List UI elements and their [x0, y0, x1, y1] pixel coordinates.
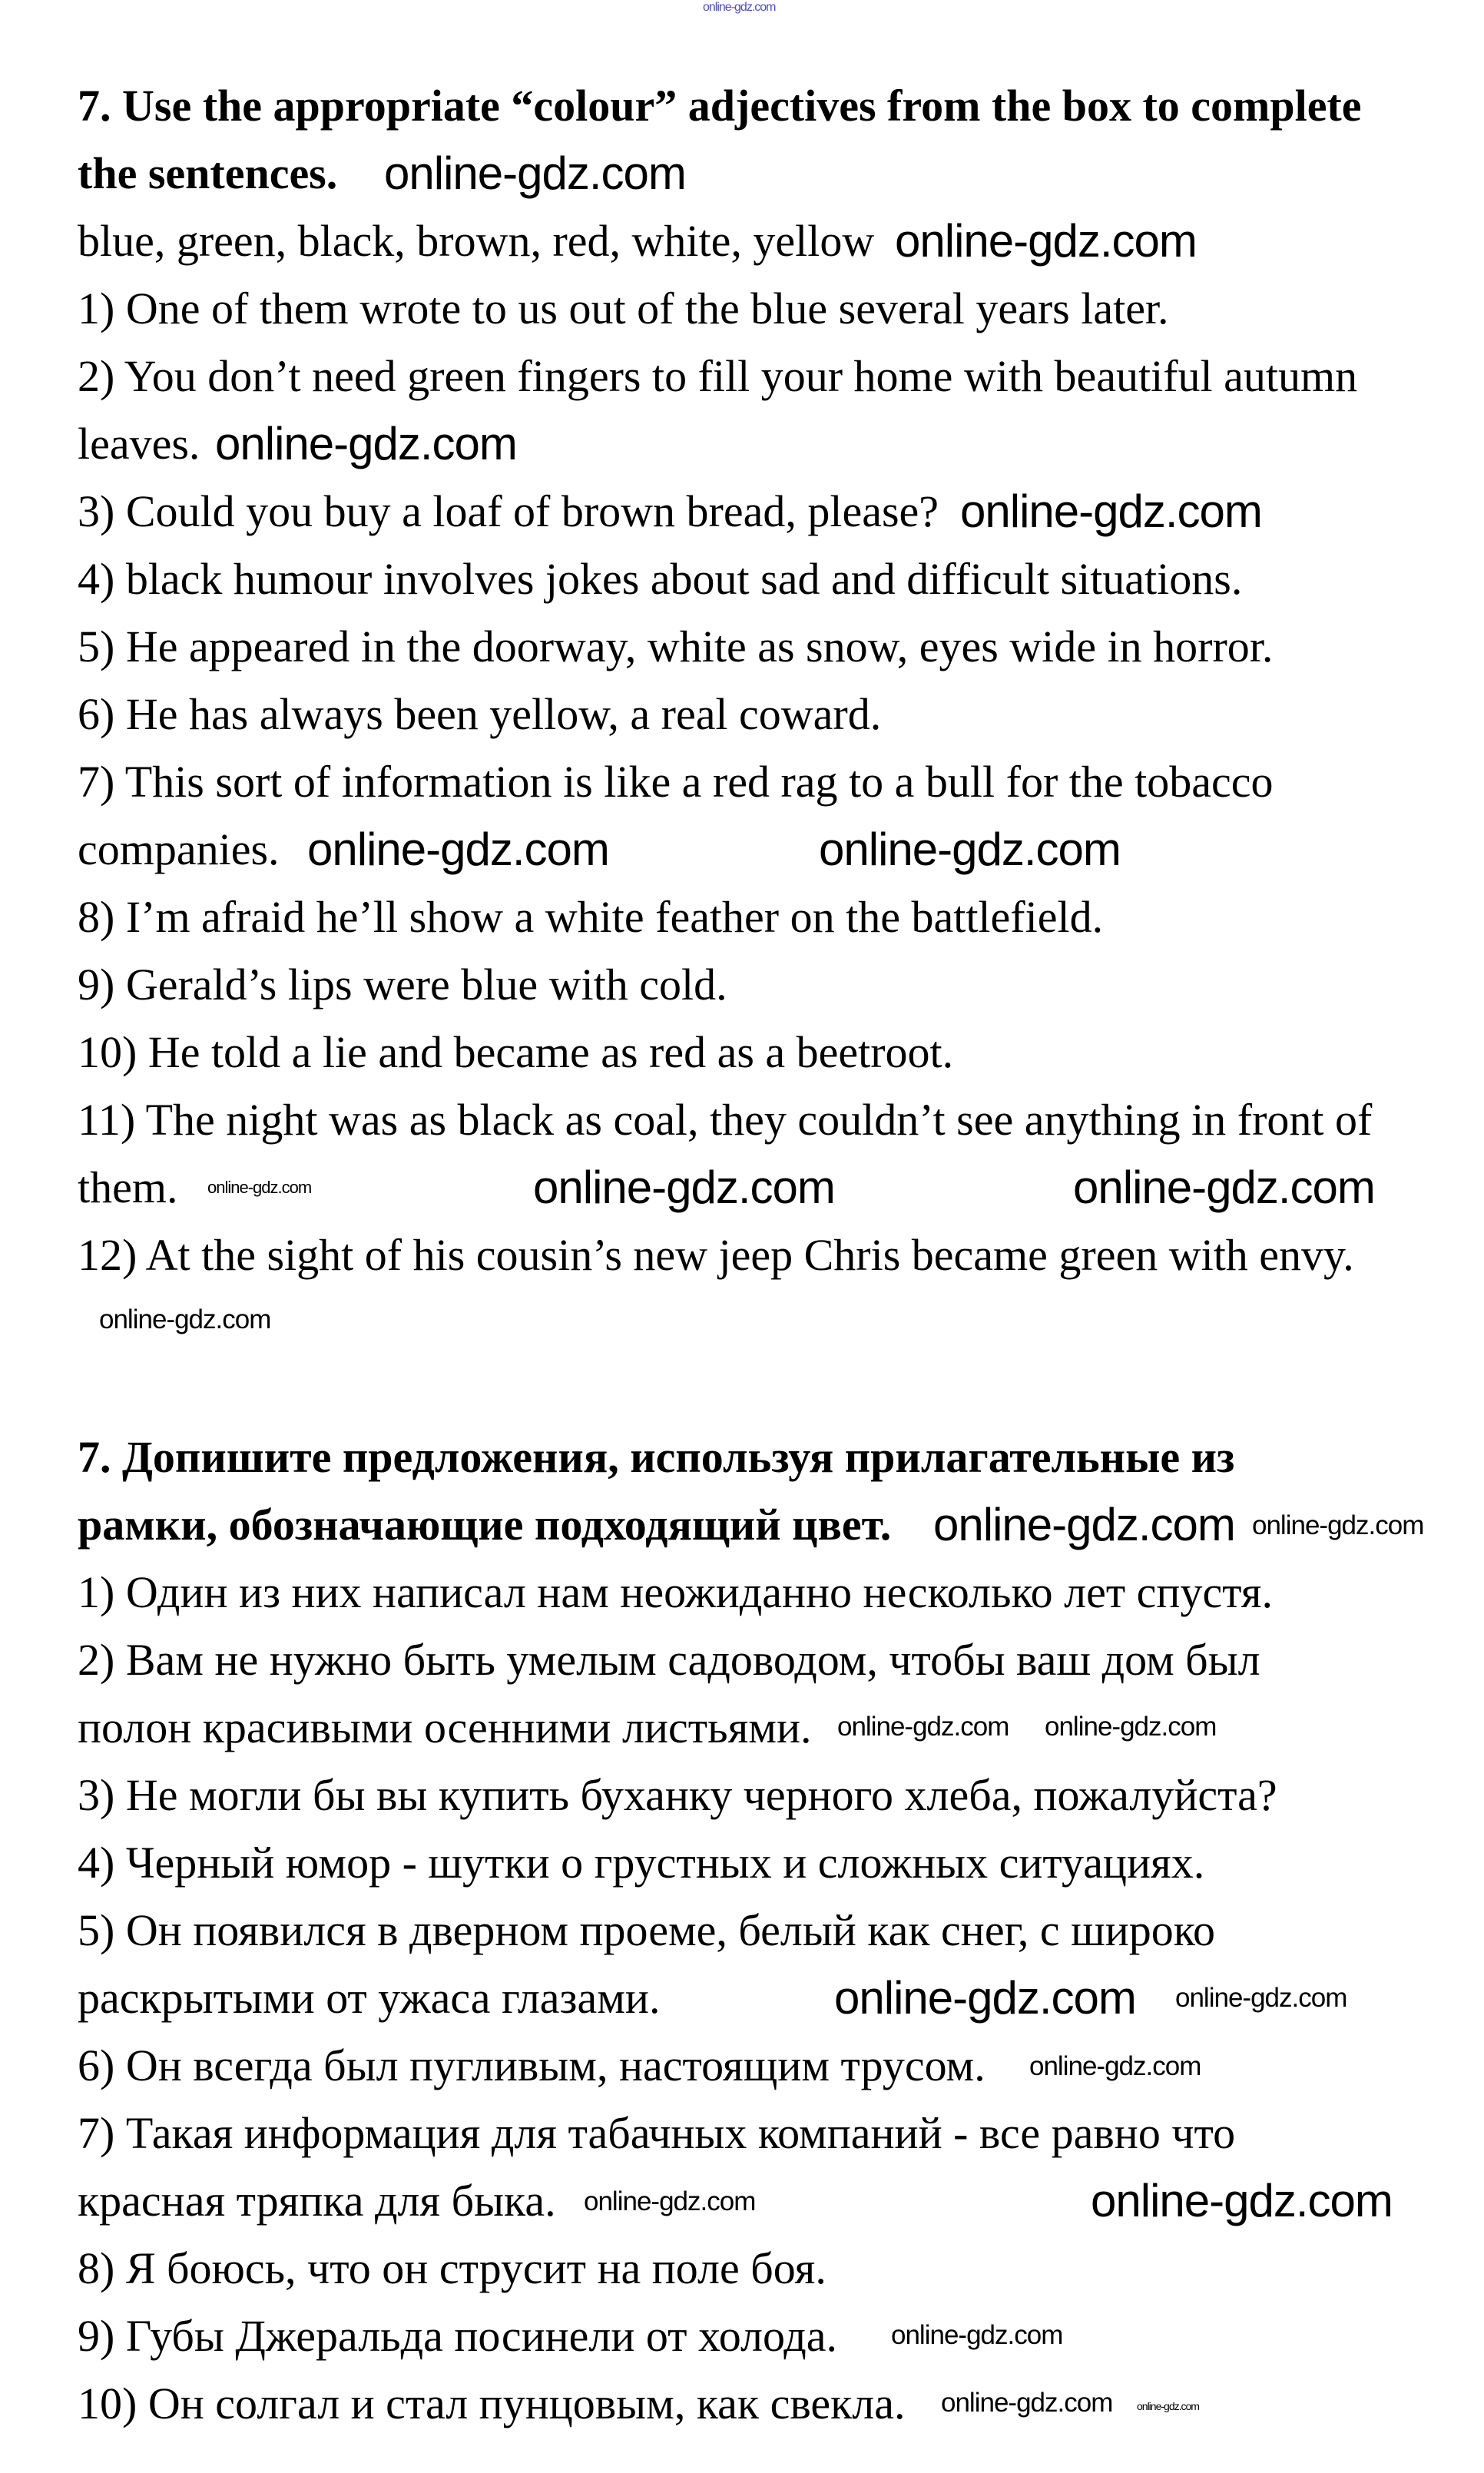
watermark: online-gdz.com	[1252, 1510, 1424, 1540]
watermark: online-gdz.com	[307, 824, 609, 875]
sentence-en: 6) He has always been yellow, a real coward.	[78, 689, 882, 739]
watermark: online-gdz.com	[960, 486, 1262, 537]
watermark: online-gdz.com	[1137, 2400, 1199, 2412]
watermark: online-gdz.com	[1091, 2175, 1393, 2226]
sentence-en: 7) This sort of information is like a red rag to a bull for the tobacco	[78, 757, 1274, 807]
watermark: online-gdz.com	[99, 1304, 271, 1334]
watermark: online-gdz.com	[584, 2186, 756, 2216]
sentence-en: 8) I’m afraid he’ll show a white feather on the battlefield.	[78, 892, 1104, 942]
sentence-ru: 8) Я боюсь, что он струсит на поле боя.	[78, 2243, 826, 2293]
sentence-en: leaves.	[78, 419, 200, 469]
exercise-heading-en-line1: 7. Use the appropriate “colour” adjectives from the box to complete	[78, 81, 1362, 131]
sentence-en: 3) Could you buy a loaf of brown bread, please?	[78, 486, 939, 536]
watermark: online-gdz.com	[834, 1972, 1136, 2024]
sentence-en: 10) He told a lie and became as red as a beetroot.	[78, 1027, 954, 1077]
sentence-ru: 5) Он появился в дверном проеме, белый как снег, с широко	[78, 1905, 1216, 1955]
sentence-en: 1) One of them wrote to us out of the blue several years later.	[78, 283, 1169, 333]
watermark: online-gdz.com	[207, 1178, 312, 1197]
sentence-ru: 10) Он солгал и стал пунцовым, как свекла.	[78, 2379, 906, 2428]
watermark: online-gdz.com	[533, 1162, 835, 1213]
sentence-en: companies.	[78, 824, 280, 874]
sentence-ru: 9) Губы Джеральда посинели от холода.	[78, 2311, 838, 2361]
exercise-heading-ru-line2: рамки, обозначающие подходящий цвет.	[78, 1500, 892, 1550]
top-watermark: online-gdz.com	[703, 1, 776, 14]
sentence-en: 12) At the sight of his cousin’s new jeep Chris became green with envy.	[78, 1230, 1354, 1280]
watermark: online-gdz.com	[1073, 1162, 1375, 1213]
watermark: online-gdz.com	[933, 1499, 1235, 1550]
exercise-heading-en-line2: the sentences.	[78, 148, 338, 198]
watermark: online-gdz.com	[941, 2388, 1113, 2418]
sentence-ru: 4) Черный юмор - шутки о грустных и сложных ситуациях.	[78, 1838, 1205, 1888]
sentence-en: 2) You don’t need green fingers to fill your home with beautiful autumn	[78, 351, 1358, 401]
sentence-ru: 2) Вам не нужно быть умелым садоводом, чтобы ваш дом был	[78, 1635, 1260, 1685]
sentence-en: 9) Gerald’s lips were blue with cold.	[78, 960, 727, 1009]
sentence-en: 4) black humour involves jokes about sad and difficult situations.	[78, 554, 1243, 604]
sentence-en: them.	[78, 1162, 178, 1212]
sentence-ru: 7) Такая информация для табачных компаний - все равно что	[78, 2108, 1236, 2158]
exercise-heading-ru-line1: 7. Допишите предложения, используя прилагательные из	[78, 1432, 1235, 1482]
watermark: online-gdz.com	[1045, 1712, 1217, 1742]
sentence-ru: 3) Не могли бы вы купить буханку черного хлеба, пожалуйста?	[78, 1770, 1277, 1820]
watermark: online-gdz.com	[215, 418, 517, 469]
sentence-ru: раскрытыми от ужаса глазами.	[78, 1973, 661, 2023]
watermark: online-gdz.com	[837, 1712, 1009, 1742]
word-box: blue, green, black, brown, red, white, yellow	[78, 216, 875, 266]
watermark: online-gdz.com	[1029, 2051, 1201, 2081]
sentence-ru: полон красивыми осенними листьями.	[78, 1702, 812, 1752]
sentence-ru: 1) Один из них написал нам неожиданно несколько лет спустя.	[78, 1567, 1273, 1617]
watermark: online-gdz.com	[1175, 1983, 1347, 2013]
sentence-en: 5) He appeared in the doorway, white as snow, eyes wide in horror.	[78, 622, 1274, 671]
sentence-ru: красная тряпка для быка.	[78, 2176, 556, 2226]
watermark: online-gdz.com	[819, 824, 1121, 875]
watermark: online-gdz.com	[895, 215, 1197, 267]
watermark: online-gdz.com	[384, 148, 686, 199]
sentence-ru: 6) Он всегда был пугливым, настоящим трусом.	[78, 2040, 985, 2090]
watermark: online-gdz.com	[891, 2320, 1063, 2350]
sentence-en: 11) The night was as black as coal, they couldn’t see anything in front of	[78, 1095, 1373, 1145]
